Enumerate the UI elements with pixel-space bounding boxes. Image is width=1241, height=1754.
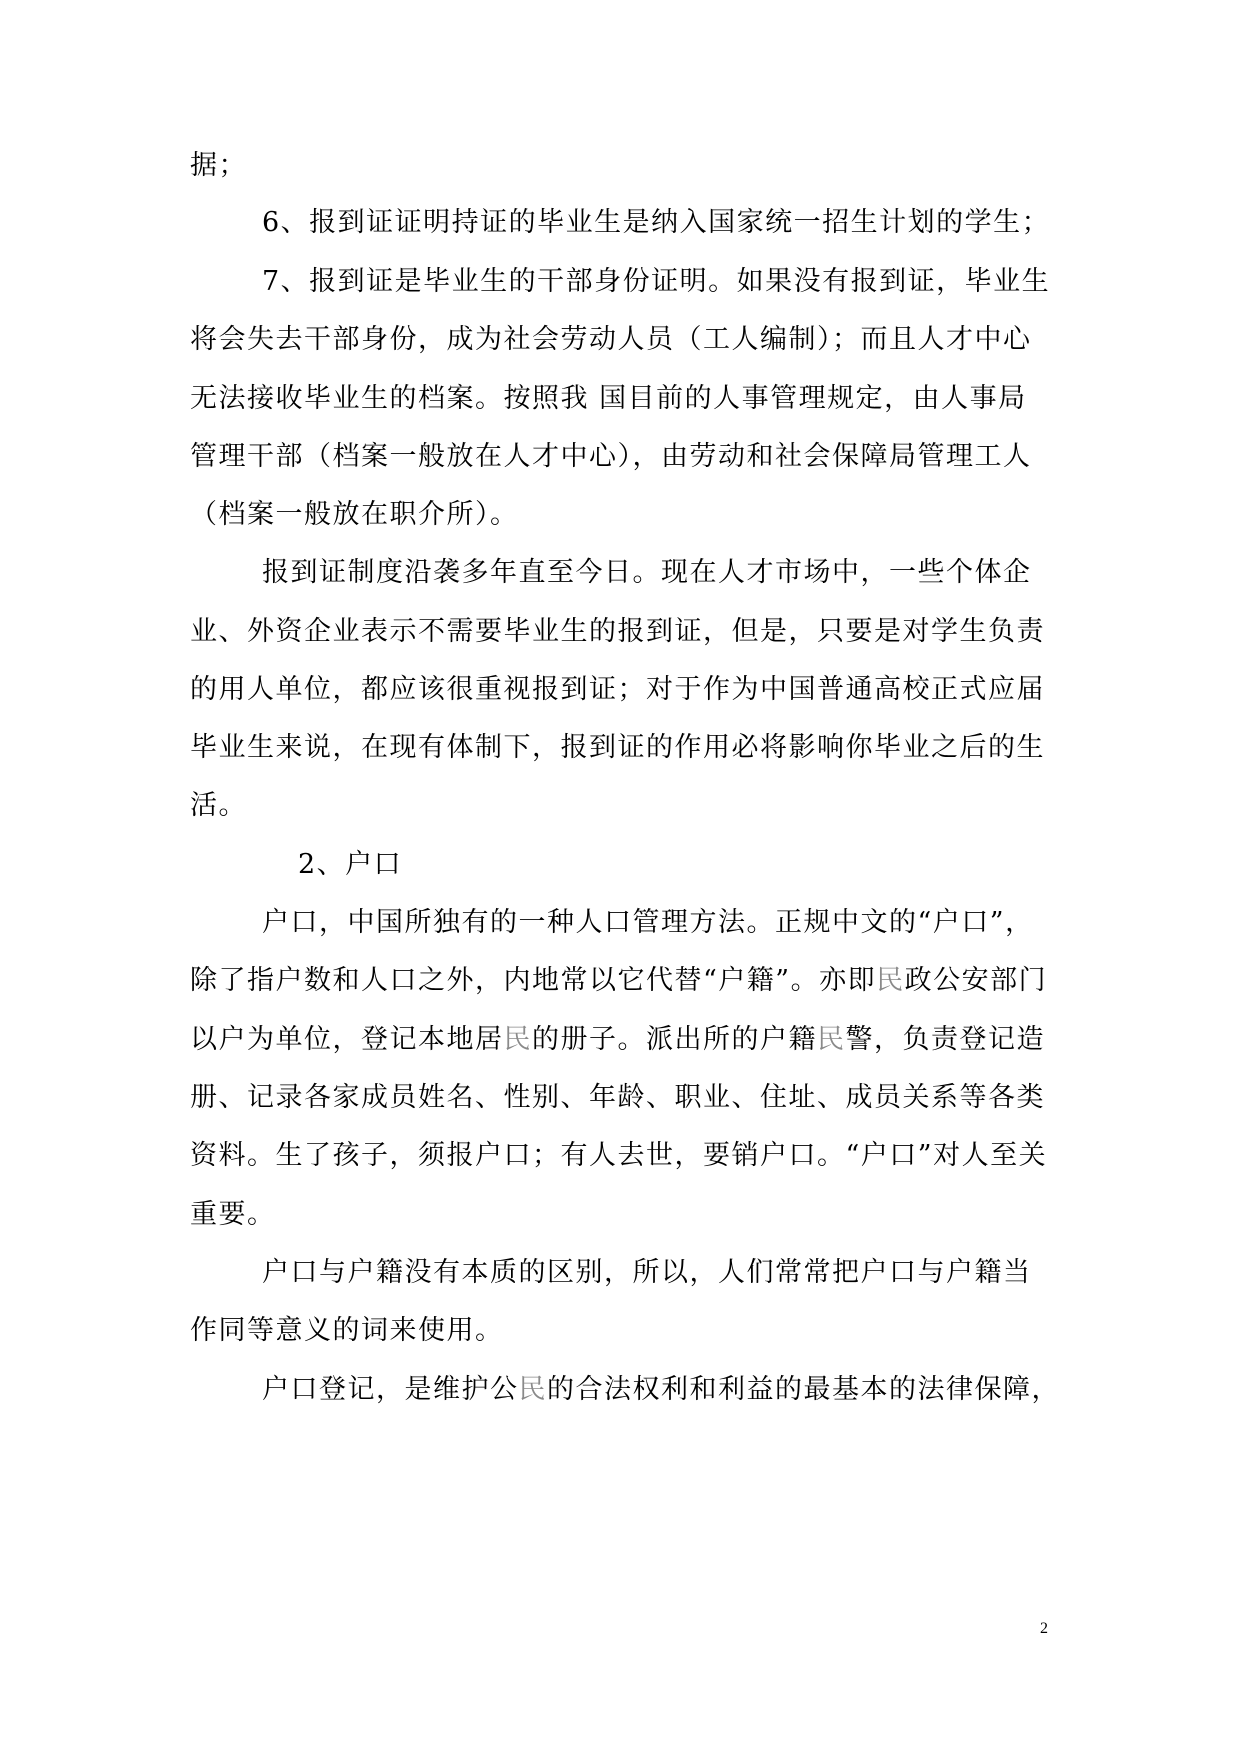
text-segment: 的册子。派出所的户籍 — [532, 1024, 817, 1055]
page-number: 2 — [1040, 1620, 1048, 1637]
gray-char: 民 — [817, 1024, 846, 1055]
gray-char: 民 — [503, 1024, 532, 1055]
text-line: 活。 — [190, 790, 247, 821]
text-line: 作同等意义的词来使用。 — [190, 1315, 504, 1346]
text-line — [190, 1020, 1045, 1060]
text-segment: 政公安部门 — [904, 965, 1048, 996]
text-segment: 户口登记，是维护公 — [262, 1374, 519, 1405]
text-line: 据； — [190, 150, 247, 181]
text-line: 的用人单位，都应该很重视报到证；对于作为中国普通高校正式应届 — [190, 674, 1045, 705]
text-line: 无法接收毕业生的档案。按照我 国目前的人事管理规定，由人事局 — [190, 383, 1027, 414]
text-line: 管理干部（档案一般放在人才中心），由劳动和社会保障局管理工人 — [190, 441, 1032, 472]
text-segment: 以户为单位，登记本地居 — [190, 1024, 504, 1055]
paragraph-line: 户口与户籍没有本质的区别，所以，人们常常把户口与户籍当 — [262, 1257, 1032, 1288]
section-heading: 2、户口 — [298, 849, 403, 880]
paragraph-line: 户口，中国所独有的一种人口管理方法。正规中文的“户口”， — [262, 907, 1034, 938]
paragraph-line: 报到证制度沿袭多年直至今日。现在人才市场中，一些个体企 — [262, 557, 1032, 588]
text-line: 册、记录各家成员姓名、性别、年龄、职业、住址、成员关系等各类 — [190, 1082, 1045, 1113]
text-line: 业、外资企业表示不需要毕业生的报到证，但是，只要是对学生负责 — [190, 616, 1045, 647]
paragraph-line — [262, 1370, 1060, 1410]
text-segment: 除了指户数和人口之外，内地常以它代替“户籍”。亦即 — [190, 965, 877, 996]
list-item-7: 7、报到证是毕业生的干部身份证明。如果没有报到证，毕业生 — [262, 266, 1051, 297]
text-line: （档案一般放在职介所）。 — [190, 499, 519, 530]
text-segment: 警，负责登记造 — [845, 1024, 1045, 1055]
text-segment: 的合法权利和利益的最基本的法律保障， — [547, 1374, 1060, 1405]
text-line — [190, 961, 1047, 1001]
gray-char: 民 — [518, 1374, 547, 1405]
gray-char: 民 — [876, 965, 905, 996]
text-line: 资料。生了孩子，须报户口；有人去世，要销户口。“户口”对人至关 — [190, 1140, 1048, 1171]
list-item-6: 6、报到证证明持证的毕业生是纳入国家统一招生计划的学生； — [262, 207, 1051, 238]
text-line: 毕业生来说，在现有体制下，报到证的作用必将影响你毕业之后的生 — [190, 732, 1045, 763]
text-line: 将会失去干部身份，成为社会劳动人员（工人编制）；而且人才中心 — [190, 324, 1032, 355]
text-line: 重要。 — [190, 1199, 276, 1230]
